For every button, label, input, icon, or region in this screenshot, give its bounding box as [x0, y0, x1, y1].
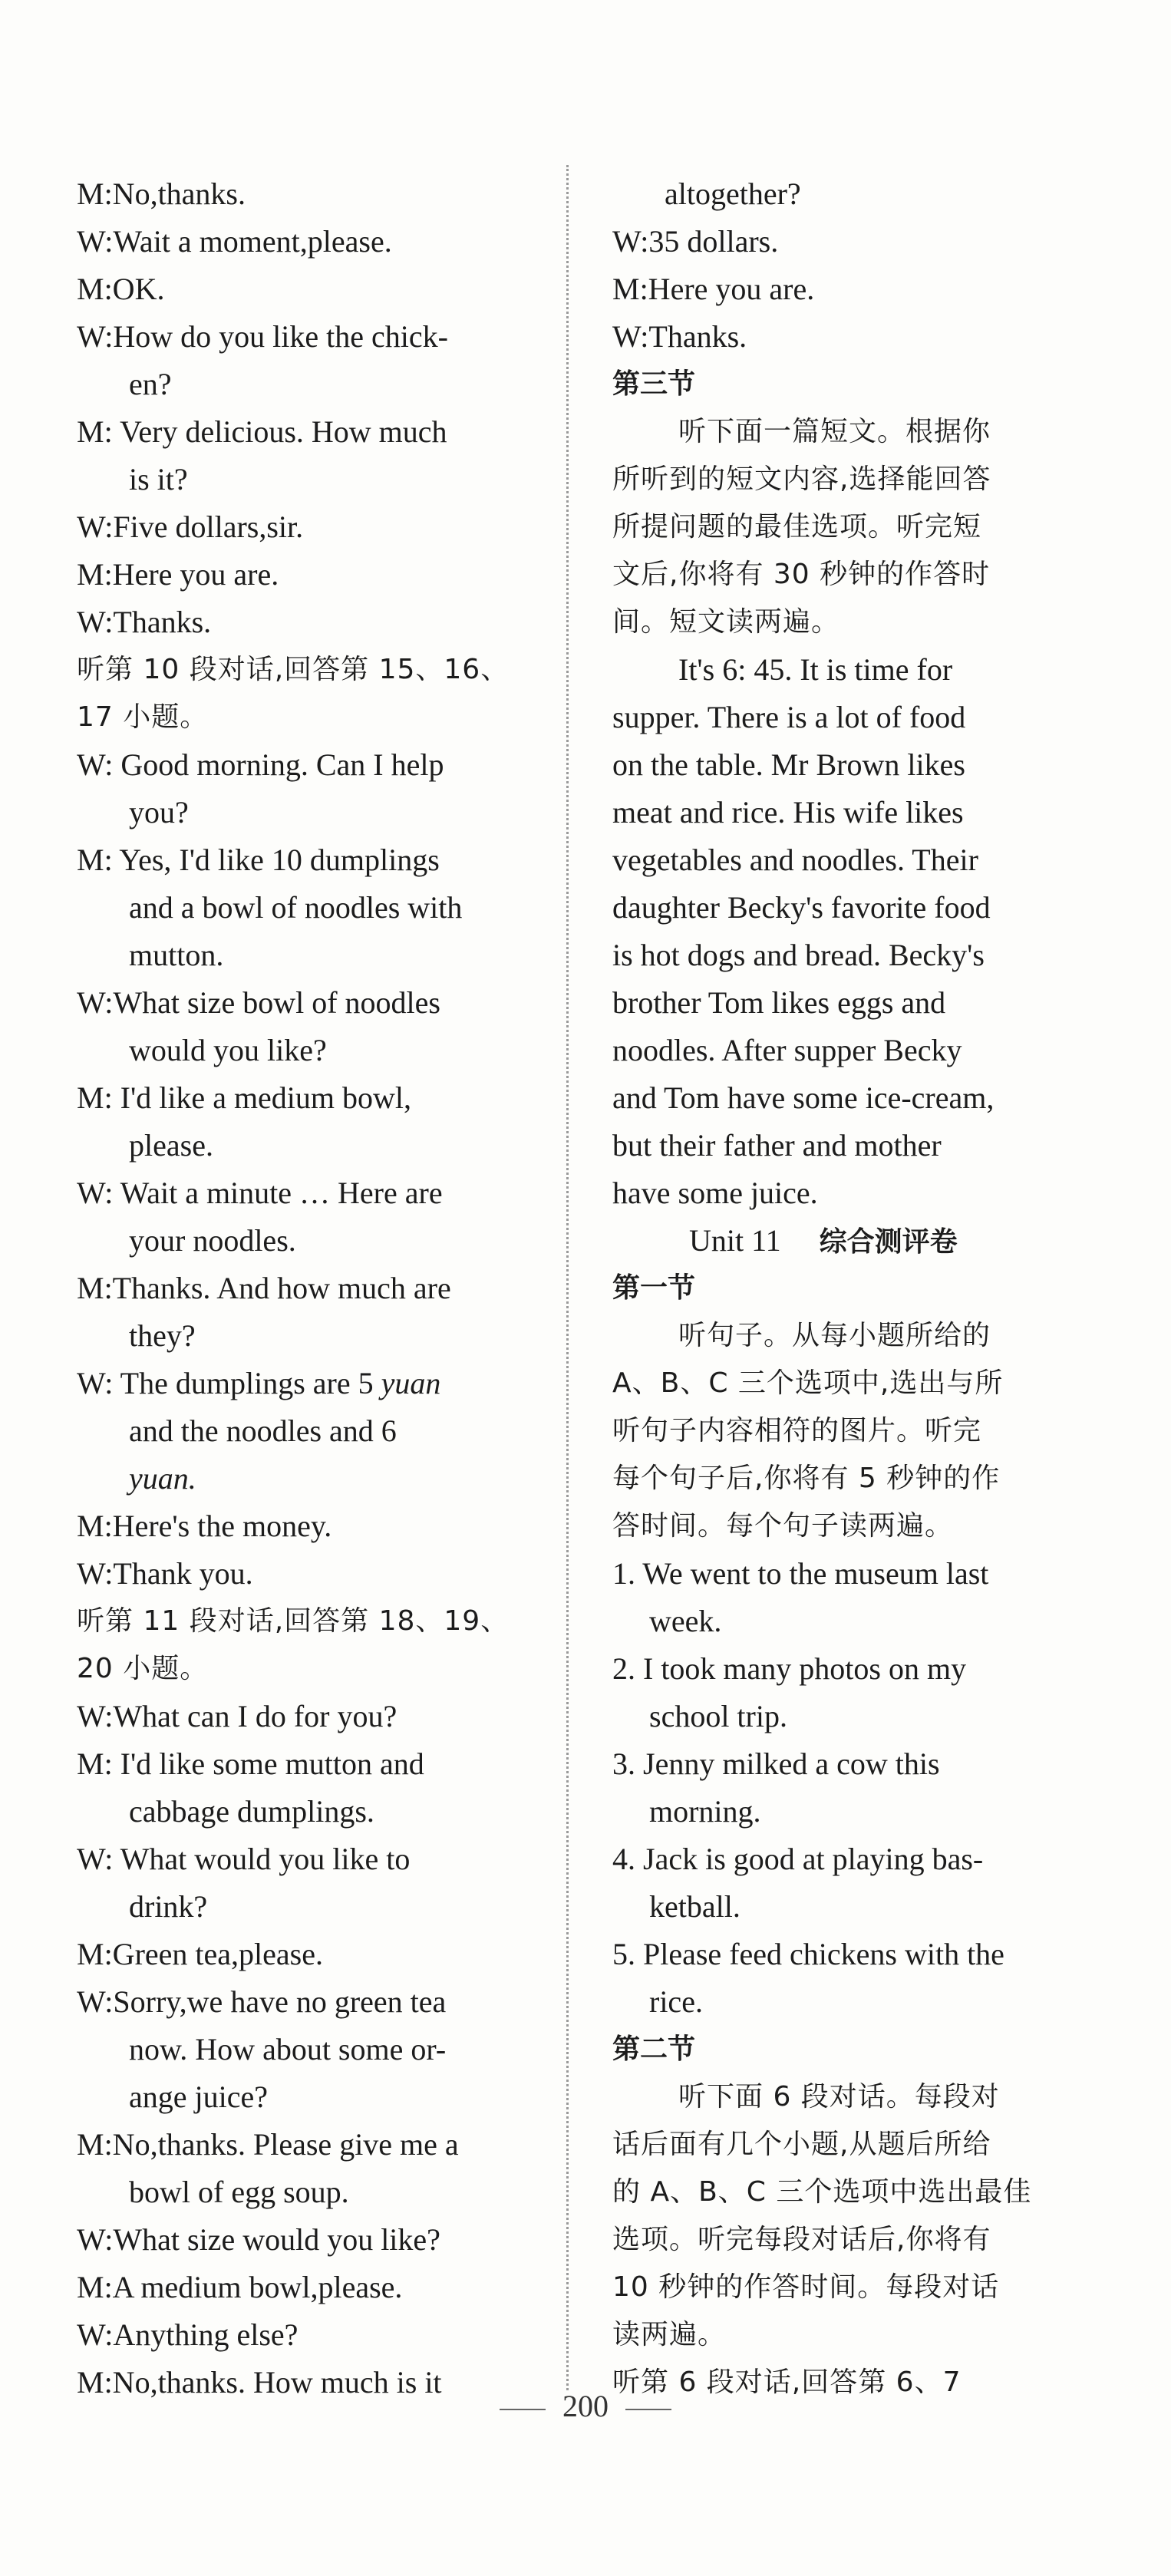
- instruction-text: 的 A、B、C 三个选项中选出最佳: [612, 2176, 1032, 2208]
- unit-title: [612, 1217, 1073, 1265]
- passage-line: supper. There is a lot of food: [612, 700, 966, 734]
- instruction-text: 所提问题的最佳选项。听完短: [612, 511, 982, 543]
- dialogue-line: M:No,thanks.: [77, 176, 246, 211]
- dialogue-line: altogether?: [665, 176, 801, 211]
- passage-line: but their father and mother: [612, 1128, 942, 1163]
- passage-line: have some juice.: [612, 1176, 818, 1210]
- section-heading: 第二节: [612, 2033, 696, 2065]
- page-footer: [0, 2388, 1171, 2424]
- dialogue-line: M:A medium bowl,please.: [77, 2270, 403, 2304]
- dialogue-line: W:Thanks.: [612, 319, 747, 354]
- instruction-text: 间。短文读两遍。: [612, 606, 840, 638]
- section-instruction: 听第 11 段对话,回答第 18、19、: [77, 1605, 510, 1637]
- instruction-text: 听下面 6 段对话。每段对: [678, 2081, 1000, 2113]
- numbered-sentence: rice.: [649, 1984, 703, 2019]
- dialogue-line: W: Good morning. Can I help: [77, 747, 444, 782]
- unit-subtitle: 综合测评卷: [819, 1226, 958, 1258]
- instruction-text: 每个句子后,你将有 5 秒钟的作: [612, 1463, 1001, 1494]
- section-instruction: 17 小题。: [77, 701, 209, 733]
- footer-dash-left: [500, 2409, 546, 2410]
- dialogue-line: en?: [129, 367, 172, 401]
- dialogue-line: and a bowl of noodles with: [129, 890, 463, 925]
- dialogue-line: W:35 dollars.: [612, 224, 779, 259]
- dialogue-line: M:Thanks. And how much are: [77, 1271, 451, 1305]
- section-heading: 第一节: [612, 1272, 696, 1304]
- dialogue-line: M:Here you are.: [612, 272, 815, 306]
- numbered-sentence: 2. I took many photos on my: [612, 1651, 967, 1686]
- unit-name: Unit 11: [689, 1223, 781, 1258]
- instruction-text: A、B、C 三个选项中,选出与所: [612, 1367, 1004, 1399]
- dialogue-line: mutton.: [129, 938, 224, 972]
- dialogue-line: bowl of egg soup.: [129, 2175, 349, 2209]
- dialogue-line: W: What would you like to: [77, 1842, 411, 1876]
- footer-dash-right: [625, 2409, 671, 2410]
- dialogue-line: ange juice?: [129, 2080, 268, 2114]
- dialogue-line: please.: [129, 1128, 213, 1163]
- dialogue-line: W:How do you like the chick-: [77, 319, 448, 354]
- dialogue-line: W:Anything else?: [77, 2317, 299, 2352]
- dialogue-line: would you like?: [129, 1033, 327, 1067]
- numbered-sentence: school trip.: [649, 1699, 787, 1733]
- page-number: 200: [562, 2389, 609, 2423]
- dialogue-line: W:What size would you like?: [77, 2222, 440, 2257]
- dialogue-text: W: The dumplings are 5: [77, 1366, 374, 1400]
- instruction-text: 所听到的短文内容,选择能回答: [612, 463, 991, 495]
- numbered-sentence: 4. Jack is good at playing bas-: [612, 1842, 984, 1876]
- currency-word: yuan: [381, 1366, 441, 1400]
- passage-line: vegetables and noodles. Their: [612, 843, 978, 877]
- passage-line: is hot dogs and bread. Becky's: [612, 938, 985, 972]
- dialogue-line: W:Wait a moment,please.: [77, 224, 392, 259]
- passage-line: daughter Becky's favorite food: [612, 890, 991, 925]
- instruction-text: 文后,你将有 30 秒钟的作答时: [612, 559, 991, 590]
- dialogue-line: M:Green tea,please.: [77, 1937, 323, 1971]
- dialogue-line: they?: [129, 1318, 196, 1353]
- passage-line: noodles. After supper Becky: [612, 1033, 962, 1067]
- dialogue-line: [77, 1360, 529, 1407]
- numbered-sentence: morning.: [649, 1794, 761, 1829]
- numbered-sentence: week.: [649, 1604, 722, 1638]
- dialogue-line: W: Wait a minute … Here are: [77, 1176, 443, 1210]
- instruction-text: 10 秒钟的作答时间。每段对话: [612, 2271, 1000, 2303]
- instruction-text: 读两遍。: [612, 2319, 727, 2350]
- instruction-text: 话后面有几个小题,从题后所给: [612, 2129, 991, 2160]
- dialogue-line: W:Five dollars,sir.: [77, 510, 304, 544]
- dialogue-line: M: I'd like a medium bowl,: [77, 1080, 412, 1115]
- section-instruction: 听第 6 段对话,回答第 6、7: [612, 2367, 962, 2398]
- dialogue-line: W:What size bowl of noodles: [77, 985, 440, 1020]
- dialogue-line: is it?: [129, 462, 188, 496]
- dialogue-line: now. How about some or-: [129, 2032, 447, 2066]
- instruction-text: 听句子内容相符的图片。听完: [612, 1415, 982, 1446]
- dialogue-line: W:What can I do for you?: [77, 1699, 397, 1733]
- dialogue-line: M:Here you are.: [77, 557, 279, 592]
- dialogue-line: you?: [129, 795, 189, 830]
- dialogue-line: M:No,thanks. Please give me a: [77, 2127, 459, 2162]
- dialogue-line: W:Sorry,we have no green tea: [77, 1984, 447, 2019]
- numbered-sentence: ketball.: [649, 1889, 741, 1924]
- dialogue-line: your noodles.: [129, 1223, 296, 1258]
- dialogue-line: [77, 1455, 529, 1502]
- right-column: [612, 170, 1073, 2406]
- dialogue-line: M: Very delicious. How much: [77, 414, 447, 449]
- dialogue-line: M:OK.: [77, 272, 165, 306]
- dialogue-line: M:Here's the money.: [77, 1509, 332, 1543]
- column-divider: [566, 165, 569, 2390]
- passage-line: on the table. Mr Brown likes: [612, 747, 965, 782]
- section-instruction: 听第 10 段对话,回答第 15、16、: [77, 654, 510, 685]
- dialogue-line: W:Thank you.: [77, 1556, 253, 1591]
- passage-line: meat and rice. His wife likes: [612, 795, 964, 830]
- dialogue-line: W:Thanks.: [77, 605, 212, 639]
- section-heading: 第三节: [612, 368, 696, 400]
- passage-line: It's 6: 45. It is time for: [678, 652, 953, 687]
- left-column: [77, 170, 529, 2406]
- numbered-sentence: 5. Please feed chickens with the: [612, 1937, 1004, 1971]
- passage-line: brother Tom likes eggs and: [612, 985, 946, 1020]
- instruction-text: 答时间。每个句子读两遍。: [612, 1510, 954, 1542]
- dialogue-line: M: Yes, I'd like 10 dumplings: [77, 843, 440, 877]
- dialogue-line: M: I'd like some mutton and: [77, 1746, 424, 1781]
- dialogue-line: cabbage dumplings.: [129, 1794, 374, 1829]
- currency-word: yuan.: [129, 1461, 196, 1496]
- dialogue-line: drink?: [129, 1889, 208, 1924]
- passage-line: and Tom have some ice-cream,: [612, 1080, 995, 1115]
- dialogue-line: and the noodles and 6: [129, 1413, 397, 1448]
- instruction-text: 听下面一篇短文。根据你: [678, 416, 991, 447]
- instruction-text: 听句子。从每小题所给的: [678, 1320, 991, 1351]
- dialogue-line: M:No,thanks. How much is it: [77, 2365, 442, 2400]
- section-instruction: 20 小题。: [77, 1653, 209, 1684]
- instruction-text: 选项。听完每段对话后,你将有: [612, 2224, 991, 2255]
- numbered-sentence: 3. Jenny milked a cow this: [612, 1746, 940, 1781]
- numbered-sentence: 1. We went to the museum last: [612, 1556, 989, 1591]
